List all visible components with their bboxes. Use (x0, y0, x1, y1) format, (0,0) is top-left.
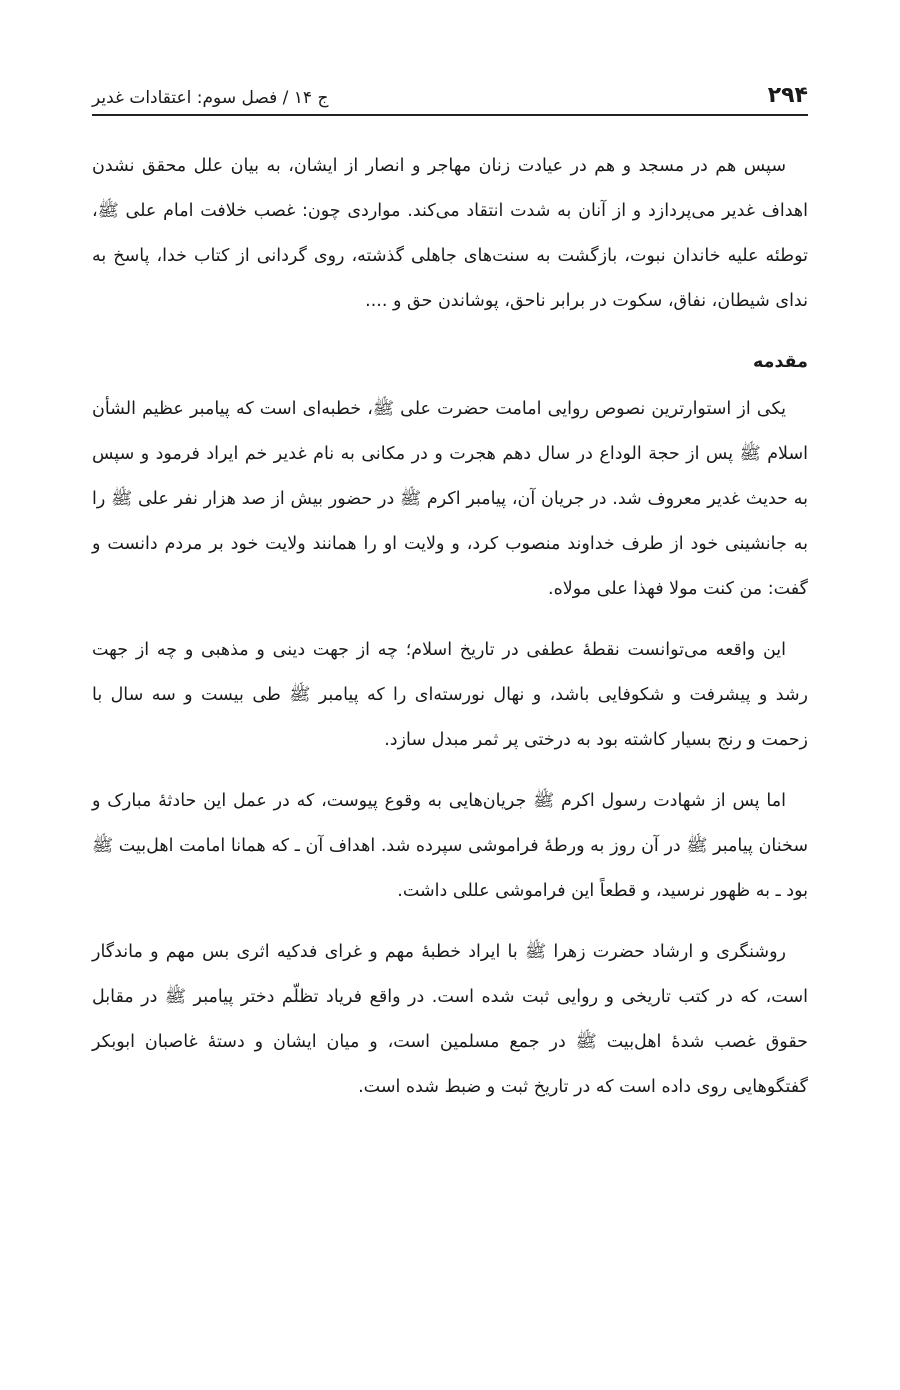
intro-paragraph: سپس هم در مسجد و هم در عیادت زنان مهاجر و انصار از ایشان، به بیان علل محقق نشدن اهداف غدیر می‌پردازد و از آنان به شدت انتقاد می‌کند. مواردی چون: غصب خلافت امام علی ﷺ، توطئه علیه خاندان نبوت، بازگشت به سنت‌های جاهلی گذشته، روی گردانی از کتاب خدا، پاسخ به ندای شیطان، نفاق، سکوت در برابر ناحق، پوشاندن حق و .... (92, 156, 808, 311)
body-paragraph: یکی از استوارترین نصوص روایی امامت حضرت علی ﷺ، خطبه‌ای است که پیامبر عظیم الشأن اسلام ﷺ پس از حجة الوداع در سال دهم هجرت و در مکانی به نام غدیر خم ایراد فرمود و سپس به حدیث غدیر معروف شد. در جریان آن، پیامبر اکرم ﷺ در حضور بیش از صد هزار نفر علی ﷺ را به جانشینی خود از طرف خداوند منصوب کرد، و ولایت او را همانند ولایت خود بر مردم دانست و گفت: من کنت مولا فهذا علی مولاه. (92, 399, 808, 599)
page-header (92, 60, 808, 116)
page-number: ۲۹۴ (767, 83, 808, 108)
running-head: ج ۱۴ / فصل سوم: اعتقادات غدیر (92, 88, 329, 108)
body-paragraph: اما پس از شهادت رسول اکرم ﷺ جریان‌هایی به وقوع پیوست، که در عمل این حادثهٔ مبارک و سخنان پیامبر ﷺ در آن روز به ورطهٔ فراموشی سپرده شد. اهداف آن ـ که همانا امامت اهل‌بیت ﷺ بود ـ به ظهور نرسید، و قطعاً این فراموشی عللی داشت. (92, 791, 808, 901)
body-paragraph: این واقعه می‌توانست نقطهٔ عطفی در تاریخ اسلام؛ چه از جهت دینی و مذهبی و چه از جهت رشد و پیشرفت و شکوفایی باشد، و نهال نورسته‌ای را که پیامبر ﷺ طی بیست و سه سال با زحمت و رنج بسیار کاشته بود به درختی پر ثمر مبدل سازد. (92, 640, 808, 750)
section-heading: مقدمه (753, 352, 808, 372)
page-body (92, 144, 808, 1110)
body-paragraph: روشنگری و ارشاد حضرت زهرا ﷺ با ایراد خطبهٔ مهم و غرای فدکیه اثری بس مهم و ماندگار است، که در کتب تاریخی و روایی ثبت شده است. در واقع فریاد تظلّم دختر پیامبر ﷺ در مقابل حقوق غصب شدهٔ اهل‌بیت ﷺ در جمع مسلمین است، و میان ایشان و دستهٔ غاصبان ابوبکر گفتگوهایی روی داده است که در تاریخ ثبت و ضبط شده است. (92, 942, 808, 1097)
book-page (92, 60, 808, 1126)
